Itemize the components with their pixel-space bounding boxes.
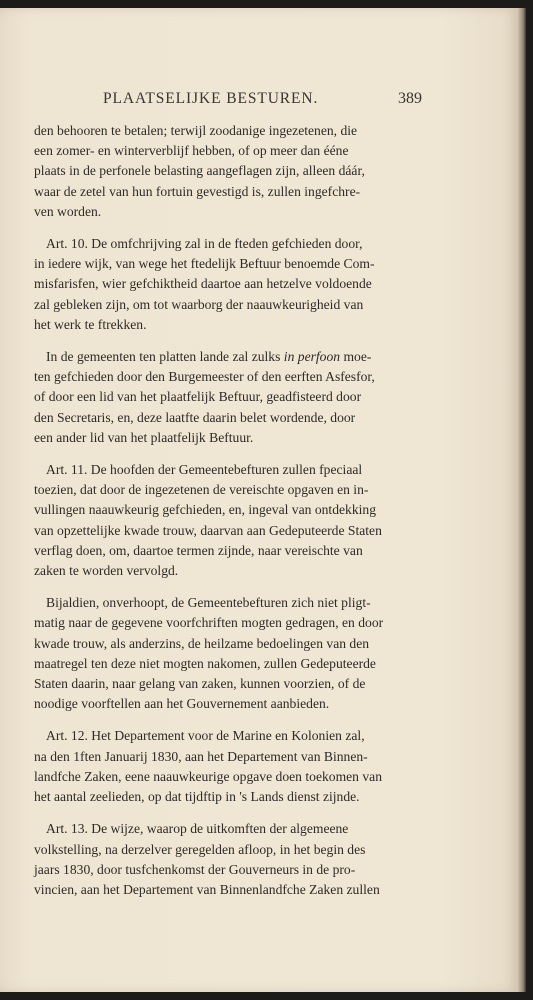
text-line: een ander lid van het plaatfelijk Beftuur. — [34, 429, 254, 445]
text-line: Art. 12. Het Departement voor de Marine en Kolonien zal, — [46, 728, 365, 744]
text-line: jaars 1830, door tusfchenkomst der Gouverneurs in de pro- — [34, 861, 356, 877]
text-line: of door een lid van het plaatfelijk Beftuur, geadfisteerd door — [34, 389, 362, 405]
text-line: waar de zetel van hun fortuin gevestigd is, zullen ingefchre- — [34, 183, 361, 199]
text-line: verflag doen, om, daartoe termen zijnde, naar vereischte van — [34, 542, 363, 558]
text-line: vincien, aan het Departement van Binnenlandfche Zaken zullen — [34, 881, 380, 897]
page-header — [34, 90, 422, 114]
text-line: na den 1ften Januarij 1830, aan het Departement van Binnen- — [34, 748, 368, 764]
paragraph-article-12 — [34, 726, 422, 807]
paragraph-article-10 — [34, 234, 422, 335]
text-line: noodige voorftellen aan het Gouvernement aanbieden. — [34, 696, 330, 712]
text-line: het werk te ftrekken. — [34, 316, 147, 332]
text-line: vullingen naauwkeurig gefchieden, en, ingeval van ontdekking — [34, 502, 377, 518]
text-line: plaats in de perfonele belasting aangeflagen zijn, alleen dáár, — [34, 163, 365, 179]
paragraph-bijaldien — [34, 593, 422, 714]
text-line: Art. 10. De omfchrijving zal in de fteden gefchieden door, — [46, 236, 363, 252]
text-line: een zomer- en winterverblijf hebben, of op meer dan ééne — [34, 143, 349, 159]
text-line: ten gefchieden door den Burgemeester of den eerften Asfesfor, — [34, 369, 375, 385]
text-line: maatregel ten deze niet mogten nakomen, zullen Gedeputeerde — [34, 655, 376, 671]
text-line: toezien, dat door de ingezetenen de vereischte opgaven en in- — [34, 482, 369, 498]
text-line: Bijaldien, onverhoopt, de Gemeentebefturen zich niet pligt- — [46, 595, 371, 611]
text-line: misfarisfen, wier gefchiktheid daartoe aan hetzelve voldoende — [34, 276, 372, 292]
text-line: in iedere wijk, van wege het ftedelijk Beftuur benoemde Com- — [34, 256, 375, 272]
text-line — [34, 347, 422, 367]
text-line: volkstelling, na derzelver geregelden afloop, in het begin des — [34, 841, 366, 857]
italic-phrase: in perfoon — [283, 349, 341, 365]
text-fragment: In de gemeenten ten platten lande zal zulks — [46, 349, 284, 365]
text-line: ven worden. — [34, 203, 102, 219]
running-head: PLAATSELIJKE BESTUREN. — [103, 90, 319, 107]
page-edge-shadow — [518, 8, 526, 992]
paragraph-article-13 — [34, 819, 422, 900]
text-line: Art. 13. De wijze, waarop de uitkomften der algemeene — [46, 821, 349, 837]
text-line: het aantal zeelieden, op dat tijdftip in 's Lands dienst zijnde. — [34, 789, 360, 805]
text-line: Art. 11. De hoofden der Gemeentebefturen zullen fpeciaal — [46, 462, 363, 478]
text-line: matig naar de gegevene voorfchriften mogten gedragen, en door — [34, 615, 384, 631]
text-line: den behooren te betalen; terwijl zoodanige ingezetenen, die — [34, 123, 358, 138]
text-line: van opzettelijke kwade trouw, daarvan aan Gedeputeerde Staten — [34, 522, 382, 538]
text-fragment: moe- — [340, 349, 372, 365]
paragraph-article-11 — [34, 460, 422, 581]
body-text — [34, 121, 422, 900]
page-number: 389 — [398, 90, 422, 107]
text-line: Staten daarin, naar gelang van zaken, kunnen voorzien, of de — [34, 676, 366, 692]
paragraph-platten-lande — [34, 347, 422, 448]
text-line: landfche Zaken, eene naauwkeurige opgave doen toekomen van — [34, 768, 382, 784]
text-line: kwade trouw, als anderzins, de heilzame bedoelingen van den — [34, 635, 370, 651]
paragraph-continuation — [34, 121, 422, 222]
text-line: zaken te worden vervolgd. — [34, 563, 179, 579]
text-line: den Secretaris, en, deze laatfte daarin belet wordende, door — [34, 409, 356, 425]
text-line: zal gebleken zijn, om tot waarborg der naauwkeurigheid van — [34, 296, 364, 312]
